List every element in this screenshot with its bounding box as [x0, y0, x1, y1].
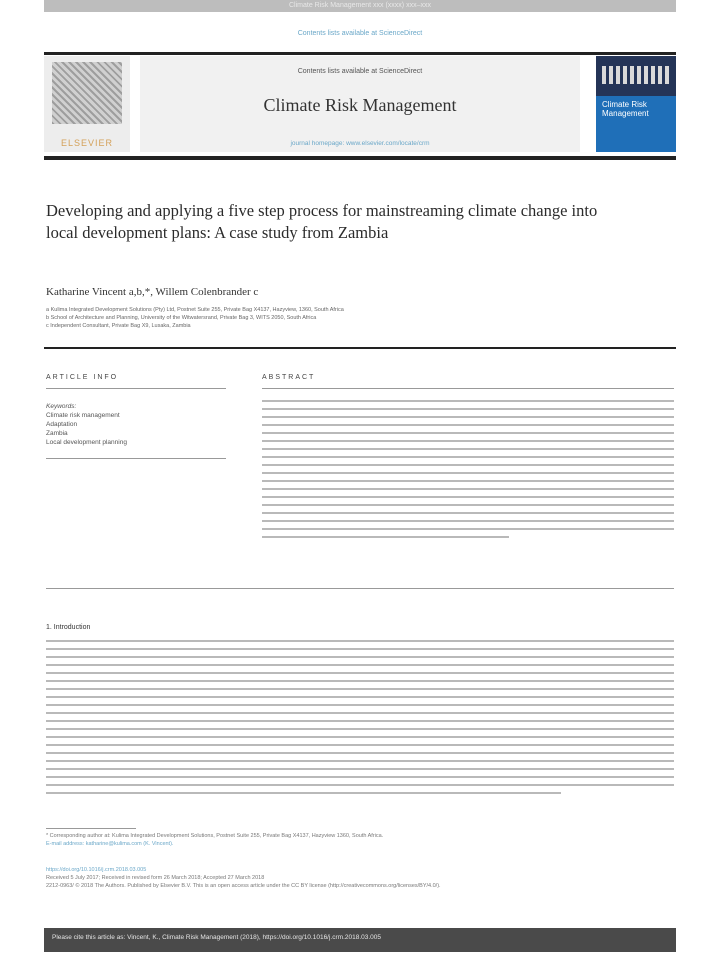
keywords-bottom-rule	[46, 458, 226, 459]
publisher-logo	[44, 56, 130, 152]
keywords-label: Keywords:	[46, 403, 77, 410]
affiliation-line: a Kulima Integrated Development Solutions (Pty) Ltd, Postnet Suite 255, Private Bag X4137, Hazyview, 1360, South Africa	[46, 307, 344, 313]
footnotes	[46, 832, 672, 890]
corresponding-author-note: * Corresponding author at: Kulima Integrated Development Solutions, Postnet Suite 255, Private Bag X4137, Hazyview 1360, South Africa.	[46, 833, 384, 839]
journal-homepage-link[interactable]: journal homepage: www.elsevier.com/locate/crm	[290, 140, 430, 147]
doi-link[interactable]: https://doi.org/10.1016/j.crm.2018.03.005	[46, 867, 147, 873]
contents-availability: Contents lists available at ScienceDirect	[297, 68, 423, 75]
keyword-item[interactable]: Climate risk management	[46, 412, 120, 419]
affiliation-line: b School of Architecture and Planning, University of the Witwatersrand, Private Bag 3, WITS 2050, South Africa	[46, 315, 317, 321]
citation-bar	[44, 928, 676, 952]
affiliation-line: c Independent Consultant, Private Bag X9, Lusaka, Zambia	[46, 323, 191, 329]
journal-name: Climate Risk Management	[263, 95, 457, 115]
keywords-block	[46, 402, 127, 447]
masthead-top-rule	[44, 52, 676, 55]
abstract-heading: ABSTRACT	[262, 374, 316, 381]
abstract-body	[262, 400, 674, 544]
author-affiliations	[46, 306, 626, 330]
introduction-body	[46, 640, 674, 800]
license-note: 2212-0963/ © 2018 The Authors. Published by Elsevier B.V. This is an open access article under the CC BY license (http://creativecommons.org/licenses/BY/4.0/).	[46, 883, 441, 889]
journal-cover-thumbnail[interactable]	[596, 56, 676, 152]
article-info-rule	[46, 388, 226, 389]
footnote-rule	[46, 828, 136, 829]
cover-image-band	[596, 56, 676, 96]
introduction-heading: 1. Introduction	[46, 624, 91, 631]
journal-masthead	[44, 56, 580, 152]
keyword-item[interactable]: Zambia	[46, 430, 68, 437]
contents-available-link[interactable]: Contents lists available at ScienceDirect	[297, 30, 423, 37]
keyword-item[interactable]: Local development planning	[46, 439, 127, 446]
article-authors[interactable]: Katharine Vincent a,b,*, Willem Colenbrander c	[46, 286, 259, 298]
masthead-bottom-rule	[44, 156, 676, 160]
received-dates: Received 5 July 2017; Received in revised form 26 March 2018; Accepted 27 March 2018	[46, 875, 265, 881]
elsevier-tree-icon	[52, 62, 122, 124]
running-header-text: Climate Risk Management xxx (xxxx) xxx–xxx	[289, 2, 431, 9]
email-note[interactable]: E-mail address: katharine@kulima.com (K. Vincent).	[46, 841, 174, 847]
top-running-header	[44, 0, 676, 12]
keyword-item[interactable]: Adaptation	[46, 421, 78, 428]
journal-title-box	[140, 56, 580, 152]
article-title: Developing and applying a five step process for mainstreaming climate change into local development plans: A case study from Zambia	[46, 201, 598, 242]
info-divider	[44, 347, 676, 349]
cover-title: Climate Risk Management	[602, 100, 649, 118]
abstract-rule	[262, 388, 674, 389]
abstract-bottom-rule	[46, 588, 674, 589]
article-info-heading: ARTICLE INFO	[46, 374, 119, 381]
citation-text[interactable]: Please cite this article as: Vincent, K., Climate Risk Management (2018), https://doi.org/10.1016/j.crm.2018.03.005	[52, 934, 382, 941]
publisher-wordmark: ELSEVIER	[60, 138, 114, 148]
